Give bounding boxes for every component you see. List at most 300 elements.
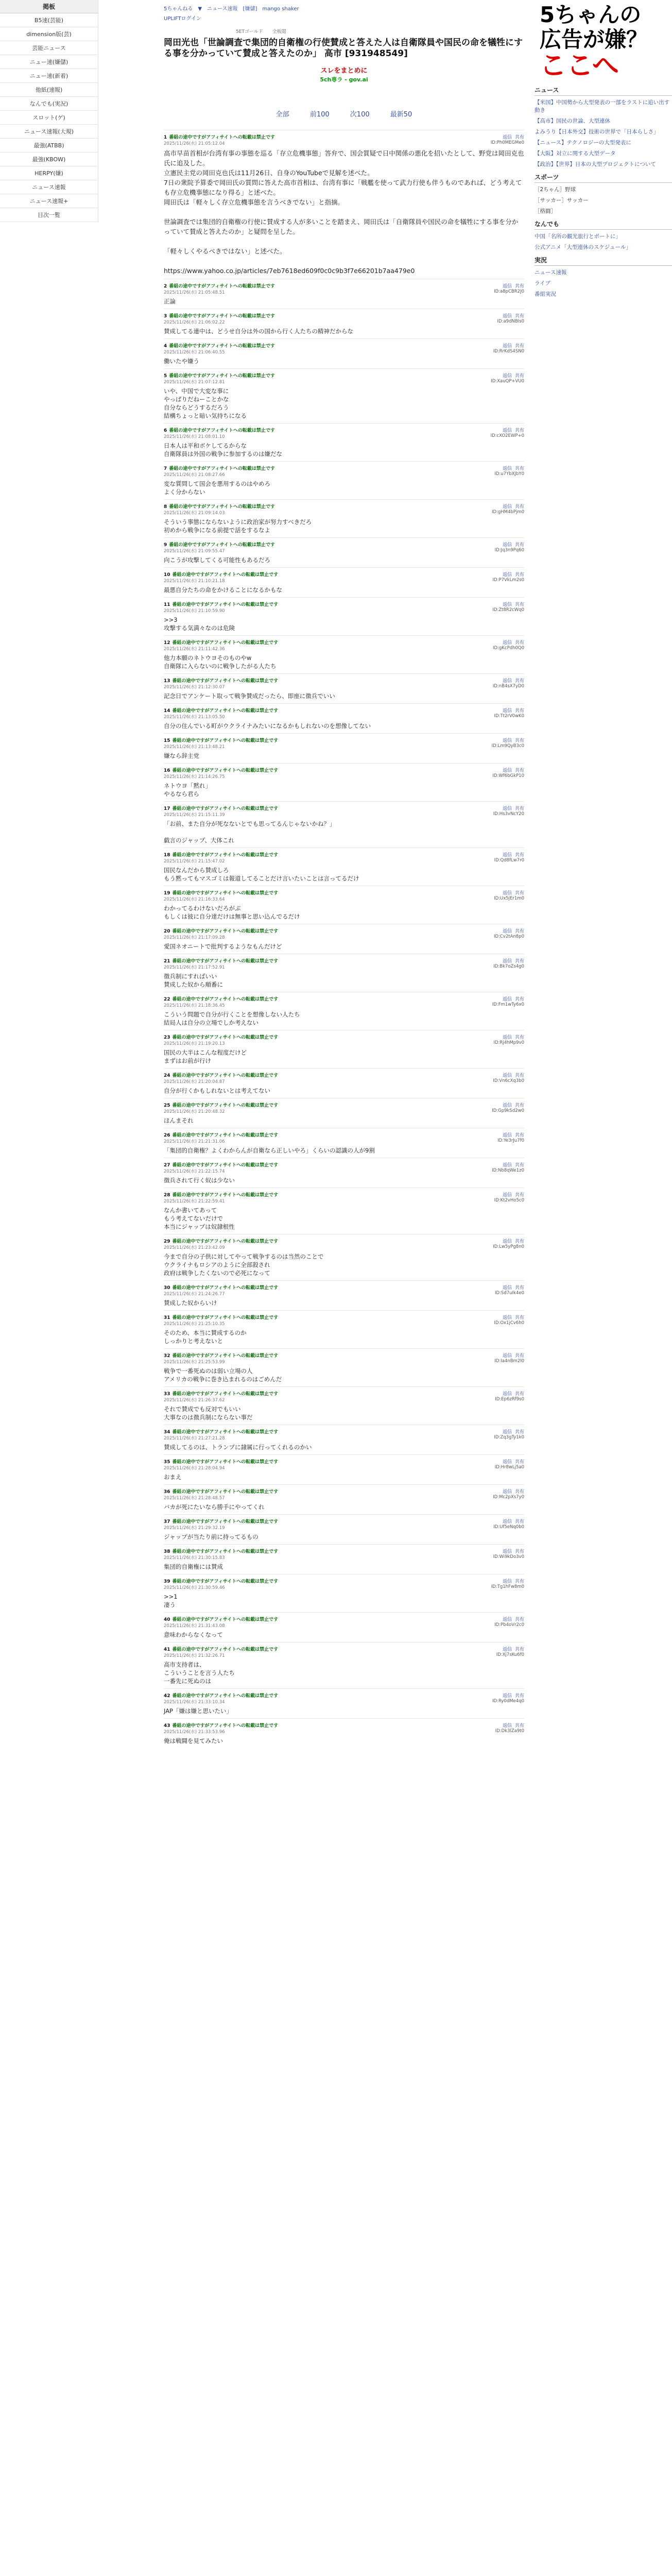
ad-banner[interactable]	[535, 0, 672, 81]
post-number[interactable]: 31	[164, 1315, 170, 1320]
reply-link[interactable]: 返信	[502, 1163, 512, 1168]
pager-next[interactable]: 次100	[350, 111, 370, 118]
expand-link[interactable]: 共有	[514, 344, 524, 349]
post-author: 番組の途中ですがアフィサイトへの転載は禁止です	[169, 284, 275, 289]
post-id[interactable]: ID:Zt8R2cWq0	[492, 607, 524, 613]
expand-link[interactable]: 共有	[514, 1193, 524, 1198]
expand-link[interactable]: 共有	[514, 853, 524, 858]
reply-link[interactable]: 返信	[502, 768, 512, 773]
news-item[interactable]: 【大阪】対立に関する大型データ	[535, 150, 616, 157]
post-controls	[499, 1646, 524, 1652]
post-id[interactable]: ID:a9dNBIs0	[497, 319, 524, 324]
post-controls	[499, 1616, 524, 1622]
post-number[interactable]: 40	[164, 1617, 170, 1622]
post-id[interactable]: ID:XauQP+VU0	[491, 379, 524, 384]
reply-link[interactable]: 返信	[502, 1133, 512, 1138]
post-id[interactable]: ID:Ep6zRf9s0	[495, 1397, 524, 1402]
expand-link[interactable]: 共有	[514, 708, 524, 714]
expand-link[interactable]: 共有	[514, 1392, 524, 1397]
post-id[interactable]: ID:Bk7oZs4g0	[493, 964, 524, 969]
reply-link[interactable]: 返信	[502, 543, 512, 548]
reply-link[interactable]: 返信	[502, 738, 512, 743]
sports-item[interactable]: ［2ちゃん］野球	[535, 187, 576, 193]
reply-link[interactable]: 返信	[502, 1392, 512, 1397]
post-number[interactable]: 5	[164, 374, 167, 379]
reply-link[interactable]: 返信	[502, 504, 512, 510]
reply-link[interactable]: 返信	[502, 1315, 512, 1320]
expand-link[interactable]: 共有	[514, 504, 524, 510]
post-author: 番組の途中ですがアフィサイトへの転載は禁止です	[172, 959, 279, 964]
post-date: 2025/11/26(水) 21:33:53.96	[164, 1730, 225, 1735]
reply-link[interactable]: 返信	[502, 1035, 512, 1040]
sidebar-item[interactable]: 最強(ATBB)	[0, 139, 98, 152]
sidebar-item[interactable]: ニュース速報	[0, 180, 98, 194]
reply-link[interactable]: 返信	[502, 135, 512, 140]
post-number[interactable]: 11	[164, 602, 170, 607]
post-id[interactable]: ID:Pb4oVr2c0	[494, 1622, 524, 1628]
expand-link[interactable]: 共有	[514, 1285, 524, 1291]
reply-link[interactable]: 返信	[502, 1549, 512, 1554]
post-id[interactable]: ID:Cv2tAn8p0	[493, 934, 524, 939]
post-number[interactable]: 9	[164, 543, 167, 548]
post-number[interactable]: 37	[164, 1519, 170, 1524]
news-item[interactable]: 【ニュース】テクノロジーの大型発表に	[535, 140, 631, 146]
reply-link[interactable]: 返信	[502, 891, 512, 896]
post-header	[164, 1390, 524, 1397]
post-number[interactable]: 4	[164, 344, 167, 349]
post-number[interactable]: 38	[164, 1549, 170, 1554]
sidebar-item[interactable]: ニュース速報+	[0, 194, 98, 208]
post-number[interactable]: 25	[164, 1103, 170, 1108]
post-date: 2025/11/26(水) 21:17:09.28	[164, 935, 225, 940]
sidebar-item[interactable]: 芸能ニュース	[0, 41, 98, 55]
post-date: 2025/11/26(水) 21:06:40.55	[164, 350, 225, 355]
post	[164, 461, 524, 499]
post-id[interactable]: ID:Rj4hMp9v0	[493, 1040, 524, 1045]
expand-link[interactable]: 共有	[514, 1133, 524, 1138]
post-id[interactable]: ID:Hs3vNcY20	[493, 811, 524, 817]
post-body: 国民なんだから賛成しろ もう黙ってもマスゴミは報道してることだけ言いたいことは言ってるだけ	[164, 867, 359, 882]
expand-link[interactable]: 共有	[514, 1073, 524, 1078]
post-number[interactable]: 14	[164, 708, 170, 714]
nanj-item[interactable]: 公式アニメ「大型連休のスケジュール」	[535, 244, 631, 250]
post-body: 最悪自分たちの命をかけることになるかもな	[164, 586, 282, 594]
post	[164, 635, 524, 673]
post-author: 番組の途中ですがアフィサイトへの転載は禁止です	[172, 1315, 279, 1320]
post-body: 賛成した奴からいけ	[164, 1299, 217, 1307]
expand-link[interactable]: 共有	[514, 428, 524, 433]
summary-ad[interactable]	[164, 66, 524, 84]
breadcrumb[interactable]: 5ちゃんねる ▼ ニュース速報 [嫌儲] mango shaker	[164, 6, 299, 12]
reply-link[interactable]: 返信	[502, 344, 512, 349]
post-number[interactable]: 1	[164, 135, 167, 140]
post-number[interactable]: 2	[164, 284, 167, 289]
reply-link[interactable]: 返信	[502, 1519, 512, 1524]
expand-link[interactable]: 共有	[514, 1647, 524, 1652]
post-number[interactable]: 36	[164, 1489, 170, 1495]
news-item[interactable]: よみうり【日本外交】技術の世界で「日本らしさ」	[535, 129, 659, 135]
post-controls	[499, 927, 524, 934]
post-date: 2025/11/26(水) 21:25:10.35	[164, 1321, 225, 1327]
post-id[interactable]: ID:Ye3rJu7f0	[497, 1138, 524, 1143]
reply-link[interactable]: 返信	[502, 314, 512, 319]
post-id[interactable]: ID:Tg1hFw8m0	[491, 1584, 524, 1589]
post	[164, 499, 524, 537]
post-number[interactable]: 18	[164, 853, 170, 858]
post-number[interactable]: 32	[164, 1353, 170, 1359]
sidebar-item[interactable]: 他紙(速報)	[0, 83, 98, 97]
reply-link[interactable]: 返信	[502, 1239, 512, 1244]
post-header	[164, 1284, 524, 1291]
post-body: 国民の大半はこんな程度だけど まずはお前が行け	[164, 1049, 247, 1064]
reply-link[interactable]: 返信	[502, 708, 512, 714]
post-id[interactable]: ID:Hr8wLj5a0	[494, 1465, 524, 1470]
post	[164, 1718, 524, 1748]
reply-link[interactable]: 返信	[502, 466, 512, 471]
expand-link[interactable]: 共有	[514, 284, 524, 289]
expand-link[interactable]: 共有	[514, 1489, 524, 1495]
reply-link[interactable]: 返信	[502, 959, 512, 964]
post-date: 2025/11/26(水) 21:17:52.91	[164, 965, 225, 970]
post	[164, 673, 524, 703]
expand-link[interactable]: 共有	[514, 891, 524, 896]
post-id[interactable]: ID:Zq3gTy1k0	[494, 1435, 524, 1440]
live-item[interactable]: ニュース速報	[535, 269, 567, 276]
live-header: 実況	[535, 257, 672, 266]
post-id[interactable]: ID:RrKdS4SN0	[493, 349, 524, 354]
post-number[interactable]: 8	[164, 504, 167, 510]
post-id[interactable]: ID:Ry0dMe4q0	[492, 1699, 524, 1704]
post-id[interactable]: ID:nB4sX7yD0	[492, 684, 524, 689]
news-item[interactable]: 【米国】中国勢から大型発表の一部をラストに追い出す動き	[535, 99, 670, 113]
post-id[interactable]: ID:Ox1jCv6h0	[494, 1320, 524, 1326]
sidebar-item[interactable]: B5速(芸能)	[0, 13, 98, 27]
post-author: 番組の途中ですがアフィサイトへの転載は禁止です	[172, 1723, 279, 1728]
sidebar-item[interactable]: ニュース速報(大規)	[0, 125, 98, 139]
post-date: 2025/11/26(水) 21:19:20.13	[164, 1041, 225, 1046]
post-body: 「集団的自衛権？よくわからんが自衛なら正しいやろ」くらいの認識の人が9割	[164, 1147, 375, 1154]
post-number[interactable]: 16	[164, 768, 170, 773]
expand-link[interactable]: 共有	[514, 1579, 524, 1584]
post-header	[164, 1101, 524, 1108]
sidebar-item[interactable]: HERPY(嫌)	[0, 166, 98, 180]
ad-banner-line3: ここへ	[540, 50, 619, 81]
post-date: 2025/11/26(水) 21:25:53.99	[164, 1360, 225, 1365]
reply-link[interactable]: 返信	[502, 1693, 512, 1699]
expand-link[interactable]: 共有	[514, 1035, 524, 1040]
post-controls	[499, 851, 524, 858]
post	[164, 1544, 524, 1574]
expand-link[interactable]: 共有	[514, 929, 524, 934]
post-date: 2025/11/26(水) 21:11:42.36	[164, 647, 225, 652]
post	[164, 1188, 524, 1234]
post-number[interactable]: 10	[164, 572, 170, 578]
post-number[interactable]: 21	[164, 959, 170, 964]
post-number[interactable]: 22	[164, 997, 170, 1002]
post	[164, 1234, 524, 1280]
post-number[interactable]: 7	[164, 466, 167, 471]
post-body: JAP「嫌は嫌と思いたい」	[164, 1707, 232, 1715]
post-number[interactable]: 19	[164, 891, 170, 896]
board-tag: 5ETゴールド 全板閲	[236, 29, 286, 35]
post-id[interactable]: ID:Uf5eNq0b0	[493, 1524, 524, 1530]
expand-link[interactable]: 共有	[514, 1353, 524, 1359]
post-author: 番組の途中ですがアフィサイトへの転載は禁止です	[172, 768, 279, 773]
news-header: ニュース	[535, 87, 672, 96]
reply-link[interactable]: 返信	[502, 1103, 512, 1108]
news-item[interactable]: 【政治】【世界】日本の大型プロジェクトについて	[535, 161, 656, 167]
post-id[interactable]: ID:a8pCBR2J0	[494, 289, 524, 294]
reply-link[interactable]: 返信	[502, 1617, 512, 1622]
post-header	[164, 1072, 524, 1078]
post	[164, 1280, 524, 1310]
sidebar-item[interactable]: dimension版(芸)	[0, 27, 98, 41]
post-id[interactable]: ID:Ux5jEr1m0	[494, 896, 524, 901]
post-author: 番組の途中ですがアフィサイトへの転載は禁止です	[172, 572, 279, 578]
post-number[interactable]: 6	[164, 428, 167, 433]
post-body: ほんまそれ	[164, 1117, 194, 1124]
expand-link[interactable]: 共有	[514, 1549, 524, 1554]
reply-link[interactable]: 返信	[502, 602, 512, 607]
reply-link[interactable]: 返信	[502, 1579, 512, 1584]
live-item[interactable]: 番組実況	[535, 291, 556, 297]
post-body: そのため、本当に賛成するのか しっかりと考えないと	[164, 1329, 247, 1345]
post-number[interactable]: 39	[164, 1579, 170, 1584]
post-number[interactable]: 29	[164, 1239, 170, 1244]
expand-link[interactable]: 共有	[514, 1617, 524, 1622]
post-id[interactable]: ID:Jq3n9Pq60	[494, 548, 524, 553]
post-number[interactable]: 23	[164, 1035, 170, 1040]
pager-all[interactable]: 全部	[275, 111, 289, 118]
live-item[interactable]: ライブ	[535, 280, 550, 286]
expand-link[interactable]: 共有	[514, 466, 524, 471]
post-header	[164, 1616, 524, 1622]
post	[164, 733, 524, 763]
post-number[interactable]: 17	[164, 806, 170, 811]
post-number[interactable]: 20	[164, 929, 170, 934]
post-controls	[499, 1072, 524, 1078]
post	[164, 338, 524, 368]
post-id[interactable]: ID:Xj7sKu6f0	[496, 1652, 524, 1657]
expand-link[interactable]: 共有	[514, 1460, 524, 1465]
post-id[interactable]: ID:u7YbXJbY0	[494, 471, 524, 477]
expand-link[interactable]: 共有	[514, 543, 524, 548]
sidebar-item[interactable]: 最強(KBOW)	[0, 152, 98, 166]
expand-link[interactable]: 共有	[514, 1723, 524, 1728]
reply-link[interactable]: 返信	[502, 997, 512, 1002]
sidebar-item[interactable]: ニュー速(嫌儲)	[0, 55, 98, 69]
expand-link[interactable]: 共有	[514, 314, 524, 319]
expand-link[interactable]: 共有	[514, 768, 524, 773]
news-item[interactable]: 【高市】国民の世論、大型連休	[535, 118, 610, 124]
expand-link[interactable]: 共有	[514, 135, 524, 140]
post-date: 2025/11/26(水) 21:20:04.87	[164, 1079, 225, 1084]
post-number[interactable]: 35	[164, 1460, 170, 1465]
reply-link[interactable]: 返信	[502, 1723, 512, 1728]
post-date: 2025/11/26(水) 21:28:48.57	[164, 1496, 225, 1501]
reply-link[interactable]: 返信	[502, 1353, 512, 1359]
expand-link[interactable]: 共有	[514, 1239, 524, 1244]
post	[164, 1128, 524, 1158]
post-number[interactable]: 28	[164, 1193, 170, 1198]
post-date: 2025/11/26(水) 21:31:43.08	[164, 1623, 225, 1629]
expand-link[interactable]: 共有	[514, 806, 524, 811]
post-id[interactable]: ID:Wi9kDo3v0	[493, 1554, 524, 1560]
post-id[interactable]: ID:gHM4bPjm0	[491, 510, 524, 515]
pager-prev[interactable]: 前100	[309, 111, 330, 118]
post-date: 2025/11/26(水) 21:09:55.47	[164, 549, 225, 554]
post-id[interactable]: ID:Lw5yPg8n0	[493, 1244, 524, 1249]
reply-link[interactable]: 返信	[502, 1647, 512, 1652]
post-controls	[499, 889, 524, 896]
post-number[interactable]: 34	[164, 1430, 170, 1435]
post-id[interactable]: ID:Tt2rV0wK0	[494, 714, 524, 719]
reply-link[interactable]: 返信	[502, 679, 512, 684]
post-header	[164, 427, 524, 433]
reply-link[interactable]: 返信	[502, 929, 512, 934]
expand-link[interactable]: 共有	[514, 738, 524, 743]
nanj-item[interactable]: 中国「名所の観光旅行とポートに」	[535, 233, 621, 240]
post-id[interactable]: ID:Ia4nBm2l0	[494, 1359, 524, 1364]
post	[164, 279, 524, 309]
post-date: 2025/11/26(水) 21:15:11.39	[164, 812, 225, 818]
post	[164, 1514, 524, 1544]
sidebar-item[interactable]: なんでも(実況)	[0, 97, 98, 111]
post-id[interactable]: ID:gKcPdh0Q0	[493, 646, 524, 651]
post-id[interactable]: ID:Gp9kSd2w0	[492, 1108, 524, 1113]
post-author: 番組の途中ですがアフィサイトへの転載は禁止です	[172, 1073, 279, 1078]
reply-link[interactable]: 返信	[502, 428, 512, 433]
post-header	[164, 1458, 524, 1465]
post-body: 意味わからなくなって	[164, 1631, 223, 1638]
post-header	[164, 889, 524, 896]
sidebar-item[interactable]: スロット(ゲ)	[0, 111, 98, 125]
post-number[interactable]: 24	[164, 1073, 170, 1078]
post-header	[164, 957, 524, 964]
sports-item[interactable]: ［サッカー］サッカー	[535, 197, 589, 204]
post-id[interactable]: ID:Fm1wTy6x0	[492, 1002, 524, 1007]
post-id[interactable]: ID:Wf6bGkP10	[492, 773, 524, 778]
post-id[interactable]: ID:Vn6cXq3b0	[493, 1078, 524, 1083]
post-body: 賛成してる連中は、どうせ自分は外の国から行く人たちの精神だからな	[164, 328, 353, 335]
post-body: 「お前、また自分が死なないとでも思ってるんじゃないかね？」 戯言のジャップ、大体これ	[164, 820, 336, 844]
post-author: 番組の途中ですがアフィサイトへの転載は禁止です	[172, 929, 279, 934]
expand-link[interactable]: 共有	[514, 1163, 524, 1168]
post-body: そういう事態にならないように政治家が努力すべきだろ 初めから戦争になる前提で話をするなよ	[164, 518, 312, 534]
post-number[interactable]: 30	[164, 1285, 170, 1291]
pager-latest[interactable]: 最新50	[390, 111, 412, 118]
post-body: 記念日でアンケート取って戦争賛成だったら、即座に徴兵でいい	[164, 692, 335, 700]
post	[164, 703, 524, 733]
post-author: 番組の途中ですがアフィサイトへの転載は禁止です	[169, 504, 275, 510]
post-body: いや、中国で大変な事に やっぱりだねーことかな 自分ならどうするだろう 結構ちょっと暗い気持ちになる	[164, 387, 247, 419]
expand-link[interactable]: 共有	[514, 1519, 524, 1524]
post-number[interactable]: 33	[164, 1392, 170, 1397]
post-controls	[499, 639, 524, 646]
post-date: 2025/11/26(水) 21:08:27.66	[164, 472, 225, 478]
expand-link[interactable]: 共有	[514, 1315, 524, 1320]
summary-ad-line1: スレをまとめに	[320, 67, 368, 75]
expand-link[interactable]: 共有	[514, 1103, 524, 1108]
reply-link[interactable]: 返信	[502, 1430, 512, 1435]
post	[164, 801, 524, 848]
expand-link[interactable]: 共有	[514, 997, 524, 1002]
reply-link[interactable]: 返信	[502, 374, 512, 379]
post-number[interactable]: 12	[164, 640, 170, 646]
post-author: 番組の途中ですがアフィサイトへの転載は禁止です	[172, 1353, 279, 1359]
reply-link[interactable]: 返信	[502, 572, 512, 578]
post-header	[164, 1238, 524, 1244]
post-number[interactable]: 26	[164, 1133, 170, 1138]
post	[164, 1574, 524, 1612]
expand-link[interactable]: 共有	[514, 1693, 524, 1699]
login-link[interactable]: UPLIFTログイン	[164, 16, 202, 22]
expand-link[interactable]: 共有	[514, 959, 524, 964]
expand-link[interactable]: 共有	[514, 602, 524, 607]
sidebar-item[interactable]: ニュー速(新着)	[0, 69, 98, 83]
post-controls	[499, 1578, 524, 1584]
post-controls	[499, 1101, 524, 1108]
post-id[interactable]: ID:Qd8fLw7r0	[494, 858, 524, 863]
post-body: >>1 凄う	[164, 1593, 178, 1608]
expand-link[interactable]: 共有	[514, 572, 524, 578]
post-number[interactable]: 41	[164, 1647, 170, 1652]
expand-link[interactable]: 共有	[514, 374, 524, 379]
post-number[interactable]: 27	[164, 1163, 170, 1168]
post-number[interactable]: 3	[164, 314, 167, 319]
expand-link[interactable]: 共有	[514, 1430, 524, 1435]
expand-link[interactable]: 共有	[514, 679, 524, 684]
post-author: 番組の途中ですがアフィサイトへの転載は禁止です	[172, 891, 279, 896]
post-number[interactable]: 13	[164, 679, 170, 684]
reply-link[interactable]: 返信	[502, 806, 512, 811]
post-number[interactable]: 43	[164, 1723, 170, 1728]
reply-link[interactable]: 返信	[502, 1489, 512, 1495]
post-date: 2025/11/26(水) 21:30:59.46	[164, 1585, 225, 1590]
post-id[interactable]: ID:cXO2EWP+0	[490, 433, 524, 438]
reply-link[interactable]: 返信	[502, 640, 512, 646]
post-id[interactable]: ID:Sd7uIk4e0	[495, 1291, 524, 1296]
post-header	[164, 342, 524, 349]
post-date: 2025/11/26(水) 21:14:26.75	[164, 774, 225, 779]
reply-link[interactable]: 返信	[502, 1285, 512, 1291]
post-author: 番組の途中ですがアフィサイトへの転載は禁止です	[169, 543, 275, 548]
post-number[interactable]: 42	[164, 1693, 170, 1699]
post-header	[164, 851, 524, 858]
post-id[interactable]: ID:Mc2pXs7y0	[493, 1495, 524, 1500]
sidebar-item[interactable]: 目次一覧	[0, 208, 98, 222]
reply-link[interactable]: 返信	[502, 1460, 512, 1465]
post-header	[164, 1692, 524, 1699]
post-author: 番組の途中ですがアフィサイトへの転載は禁止です	[172, 806, 279, 811]
post-id[interactable]: ID:Dk3lZa9t0	[495, 1728, 524, 1734]
post-id[interactable]: ID:P7VkLm2s0	[492, 578, 524, 583]
post	[164, 1425, 524, 1454]
post	[164, 763, 524, 801]
post-id[interactable]: ID:Ph0MEGMe0	[490, 140, 524, 145]
post-number[interactable]: 15	[164, 738, 170, 743]
post-header	[164, 805, 524, 811]
post-id[interactable]: ID:Nb8qWe1z0	[492, 1168, 524, 1173]
expand-link[interactable]: 共有	[514, 640, 524, 646]
reply-link[interactable]: 返信	[502, 1193, 512, 1198]
post-id[interactable]: ID:Lm9QyB3c0	[491, 743, 524, 749]
reply-link[interactable]: 返信	[502, 284, 512, 289]
reply-link[interactable]: 返信	[502, 1073, 512, 1078]
reply-link[interactable]: 返信	[502, 853, 512, 858]
sports-item[interactable]: ［格闘］	[535, 208, 556, 214]
post-id[interactable]: ID:Kt2vHo5c0	[494, 1198, 524, 1203]
